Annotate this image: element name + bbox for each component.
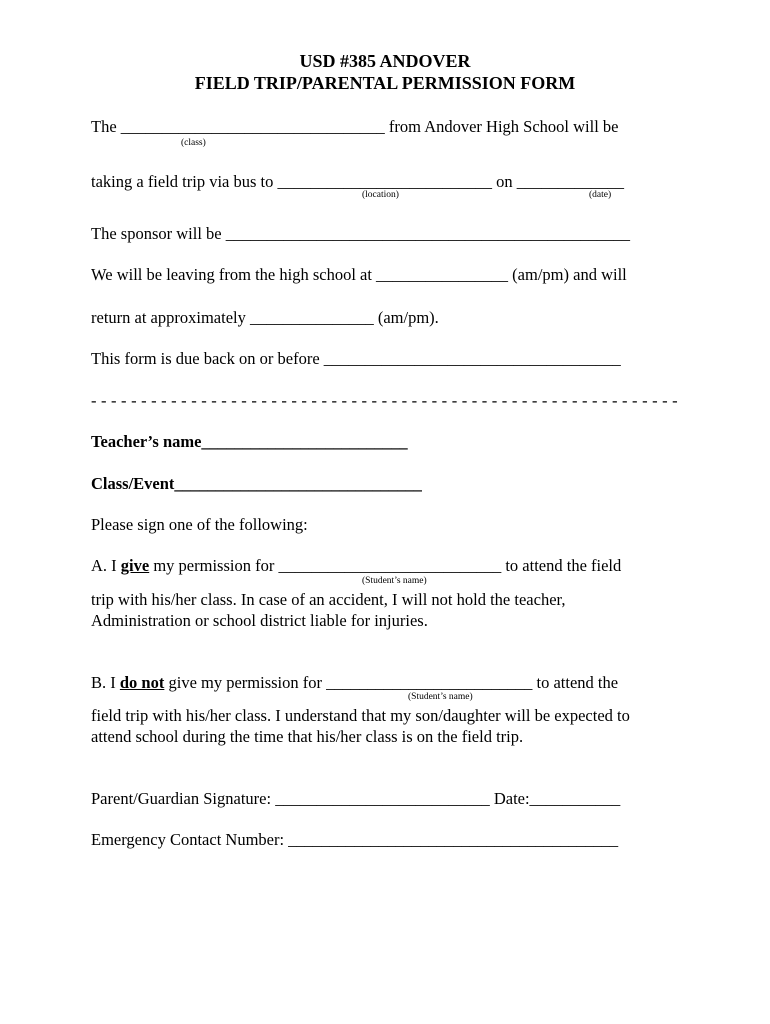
leaving-time-line: We will be leaving from the high school at ________________ (am/pm) and will — [91, 265, 627, 284]
form-title-district: USD #385 ANDOVER — [299, 51, 471, 71]
cut-divider: - - - - - - - - - - - - - - - - - - - - - - - - - - - - - - - - - - - - - - - - - - - - - - - - - - - - - - - - - - - — [91, 391, 678, 410]
emergency-contact-line: Emergency Contact Number: ________________________________________ — [91, 830, 619, 849]
sponsor-line: The sponsor will be _________________________________________________ — [91, 224, 630, 243]
location-line: taking a field trip via bus to __________________________ on _____________ — [91, 172, 625, 191]
due-date-line: This form is due back on or before ____________________________________ — [91, 349, 621, 368]
class-label: (class) — [181, 138, 206, 148]
option-b-prefix: B. I — [91, 673, 120, 692]
class-line: The ________________________________ from Andover High School will be — [91, 117, 619, 136]
class-event-line: Class/Event______________________________ — [91, 474, 422, 493]
return-time-line: return at approximately _______________ (am/pm). — [91, 308, 439, 327]
option-b-line3: attend school during the time that his/her class is on the field trip. — [91, 727, 524, 746]
option-a-line2: trip with his/her class. In case of an accident, I will not hold the teacher, — [91, 590, 566, 609]
option-b-text: give my permission for _________________________ to attend the — [164, 673, 619, 692]
option-a-line — [91, 556, 621, 576]
location-label: (location) — [362, 190, 399, 200]
signature-date-line: Parent/Guardian Signature: __________________________ Date:___________ — [91, 789, 621, 808]
option-a-emphasis: give — [120, 556, 150, 575]
option-b-student-label: (Student’s name) — [408, 692, 473, 702]
date-label: (date) — [589, 190, 612, 200]
option-b-emphasis: do not — [119, 673, 165, 692]
option-a-text: my permission for ___________________________ to attend the field — [149, 556, 622, 575]
teacher-name-line: Teacher’s name_________________________ — [91, 432, 408, 451]
option-b-line — [91, 673, 618, 693]
sign-instruction: Please sign one of the following: — [91, 515, 308, 534]
option-a-prefix: A. I — [91, 556, 121, 575]
form-title: FIELD TRIP/PARENTAL PERMISSION FORM — [194, 73, 576, 93]
option-b-line2: field trip with his/her class. I understand that my son/daughter will be expected to — [91, 706, 630, 725]
option-a-student-label: (Student’s name) — [362, 576, 427, 586]
option-a-line3: Administration or school district liable for injuries. — [91, 611, 428, 630]
